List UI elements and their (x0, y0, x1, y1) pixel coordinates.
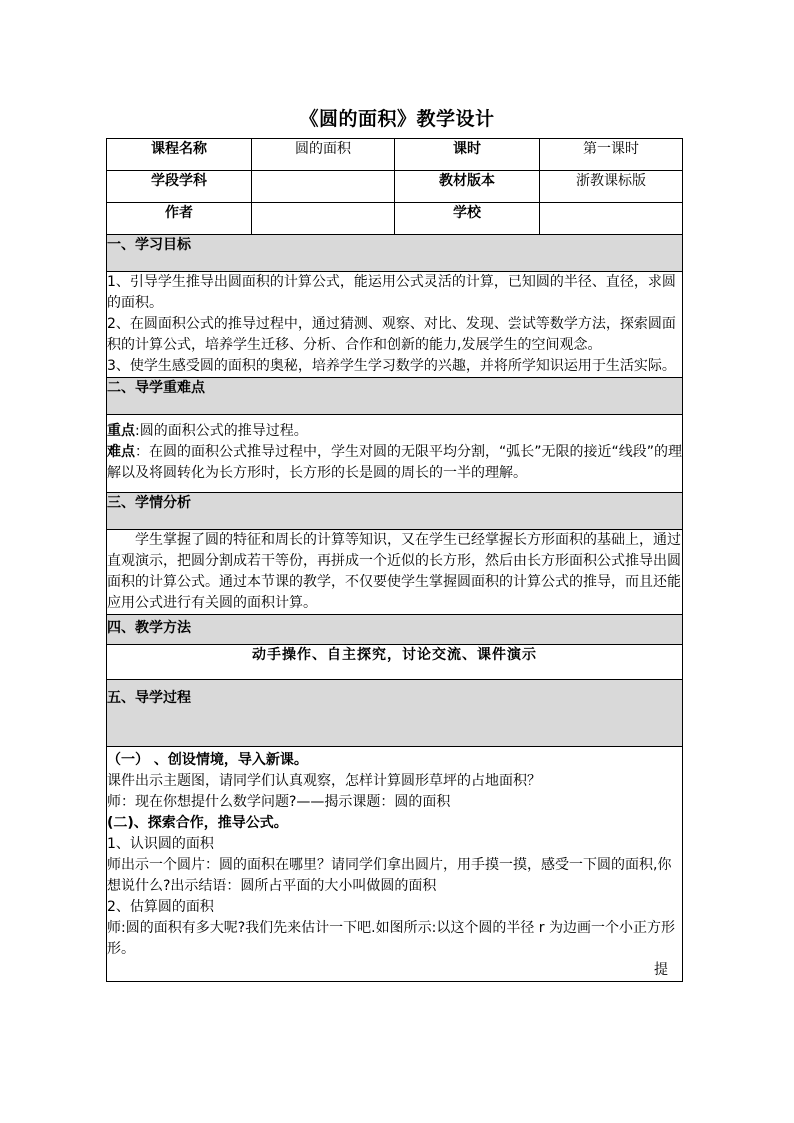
lesson-plan-table (106, 138, 683, 982)
process-heading: 五、导学过程 (107, 680, 683, 747)
school-label: 学校 (395, 203, 540, 235)
period-value: 第一课时 (540, 139, 683, 171)
author-value (252, 203, 395, 235)
period-label: 课时 (395, 139, 540, 171)
difficulty-point (107, 442, 682, 484)
analysis-body-row (107, 530, 683, 615)
goals-body-row (107, 272, 683, 378)
difficulty-text: ：在圆的面积公式推导过程中，学生对圆的无限平均分割，“弧长”无限的接近“线段”的理解以及将圆转化为长方形时，长方形的长是圆的周长的一半的理解。 (107, 444, 683, 481)
step2-title: (二)、探索合作，推导公式。 (107, 815, 288, 831)
method-body-row (107, 645, 683, 680)
sub1-text: 师出示一个圆片：圆的面积在哪里？请同学们拿出圆片，用手摸一摸，感受一下圆的面积,你想说什么?出示结语：圆所占平面的大小叫做圆的面积 (107, 857, 672, 894)
goals-body (107, 272, 683, 378)
step1-line1: 课件出示主题图，请同学们认真观察，怎样计算圆形草坪的占地面积？ (107, 773, 541, 789)
info-row-subject (107, 171, 683, 203)
goal-item-2: 2、在圆面积公式的推导过程中，通过猜测、观察、对比、发现、尝试等数学方法，探索圆面积的计算公式，培养学生迁移、分析、合作和创新的能力,发展学生的空间观念。 (107, 316, 676, 353)
course-name-value: 圆的面积 (252, 139, 395, 171)
method-text: 动手操作、自主探究，讨论交流、课件演示 (107, 645, 683, 680)
step1-title: （一） 、创设情境，导入新课。 (107, 752, 308, 768)
difficulty-label: 难点 (107, 444, 135, 460)
author-label: 作者 (107, 203, 252, 235)
sub2-title: 2、估算圆的面积 (107, 899, 214, 915)
process-heading-row (107, 680, 683, 747)
key-point-text: :圆的面积公式的推导过程。 (135, 423, 308, 439)
info-row-course (107, 139, 683, 171)
goal-item-1: 1、引导学生推导出圆面积的计算公式，能运用公式灵活的计算，已知圆的半径、直径，求圆的面积。 (107, 274, 676, 311)
page-title: 《圆的面积》教学设计 (299, 108, 495, 130)
school-value (540, 203, 683, 235)
analysis-heading: 三、学情分析 (107, 493, 683, 530)
key-heading: 二、导学重难点 (107, 378, 683, 415)
goal-item-3: 3、使学生感受圆的面积的奥秘，培养学生学习数学的兴趣，并将所学知识运用于生活实际。 (107, 358, 676, 374)
goals-heading: 一、学习目标 (107, 235, 683, 272)
step1-line2: 师：现在你想提什么数学问题?——揭示课题：圆的面积 (107, 794, 451, 810)
method-heading-row (107, 615, 683, 645)
sub1-title: 1、认识圆的面积 (107, 836, 214, 852)
key-heading-row (107, 378, 683, 415)
subject-label: 学段学科 (107, 171, 252, 203)
sub2-text: 师:圆的面积有多大呢?我们先来估计一下吧.如图所示:以这个圆的半径 r 为边画一个小正方形形。 (107, 920, 675, 957)
method-heading: 四、教学方法 (107, 615, 683, 645)
key-body (107, 415, 683, 493)
subject-value (252, 171, 395, 203)
goals-heading-row (107, 235, 683, 272)
key-point-label: 重点 (107, 423, 135, 439)
key-body-row (107, 415, 683, 493)
process-body-row (107, 747, 683, 982)
edition-value: 浙教课标版 (540, 171, 683, 203)
trailing-text: 提 (654, 962, 668, 978)
analysis-body (107, 530, 683, 615)
key-point (107, 421, 682, 442)
info-row-author (107, 203, 683, 235)
edition-label: 教材版本 (395, 171, 540, 203)
analysis-text: 学生掌握了圆的特征和周长的计算等知识，又在学生已经掌握长方形面积的基础上，通过直观演示，把圆分割成若干等份，再拼成一个近似的长方形，然后由长方形面积公式推导出圆面积的计算公式。通过本节课的教学，不仅要使学生掌握圆面积的计算公式的推导，而且还能应用公式进行有关圆的面积计算。 (107, 532, 681, 611)
process-body (107, 747, 683, 982)
course-name-label: 课程名称 (107, 139, 252, 171)
analysis-heading-row (107, 493, 683, 530)
